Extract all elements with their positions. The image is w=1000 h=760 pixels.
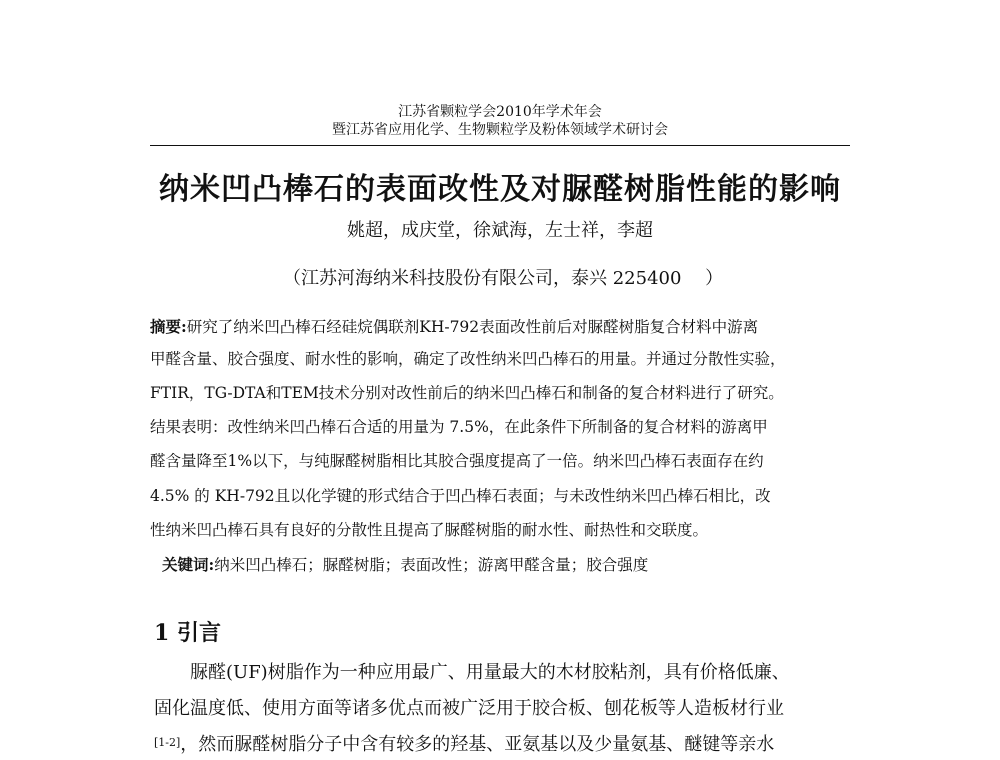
keywords-text: 纳米凹凸棒石；脲醛树脂；表面改性；游离甲醛含量；胶合强度 bbox=[214, 556, 649, 574]
body-line bbox=[154, 734, 774, 756]
citation-ref: [1-2] bbox=[154, 736, 181, 749]
header-rule bbox=[150, 145, 850, 146]
abstract-line: FTIR，TG-DTA和TEM技术分别对改性前后的纳米凹凸棒石和制备的复合材料进行了研究。 bbox=[150, 384, 784, 402]
abstract-line: 醛含量降至1%以下，与纯脲醛树脂相比其胶合强度提高了一倍。纳米凹凸棒石表面存在约 bbox=[150, 452, 764, 470]
authors: 姚超，成庆堂，徐斌海，左士祥，李超 bbox=[347, 220, 653, 241]
abstract-line: 性纳米凹凸棒石具有良好的分散性且提高了脲醛树脂的耐水性、耐热性和交联度。 bbox=[150, 521, 709, 539]
affiliation: （江苏河海纳米科技股份有限公司，泰兴 225400 ） bbox=[283, 268, 724, 289]
paper-title: 纳米凹凸棒石的表面改性及对脲醛树脂性能的影响 bbox=[159, 172, 841, 207]
abstract-label: 摘要: bbox=[150, 317, 187, 336]
conference-line-2: 暨江苏省应用化学、生物颗粒学及粉体领域学术研讨会 bbox=[332, 122, 668, 138]
conference-line-1: 江苏省颗粒学会2010年学术年会 bbox=[398, 104, 602, 120]
abstract-line: 4.5% 的 KH-792且以化学键的形式结合于凹凸棒石表面；与未改性纳米凹凸棒石相比，改 bbox=[150, 487, 771, 505]
abstract-line: 结果表明：改性纳米凹凸棒石合适的用量为 7.5%，在此条件下所制备的复合材料的游离甲 bbox=[150, 418, 768, 436]
body-line: 固化温度低、使用方面等诸多优点而被广泛用于胶合板、刨花板等人造板材行业 bbox=[154, 698, 784, 719]
keywords-label: 关键词: bbox=[162, 555, 215, 574]
body-line-text: ，然而脲醛树脂分子中含有较多的羟基、亚氨基以及少量氨基、醚键等亲水 bbox=[180, 734, 775, 755]
abstract-line: 甲醛含量、胶合强度、耐水性的影响，确定了改性纳米凹凸棒石的用量。并通过分散性实验， bbox=[150, 350, 786, 368]
abstract-line bbox=[150, 317, 758, 337]
section-heading: 1 引言 bbox=[154, 620, 221, 646]
keywords-line bbox=[162, 555, 648, 575]
abstract-text: 研究了纳米凹凸棒石经硅烷偶联剂KH-792表面改性前后对脲醛树脂复合材料中游离 bbox=[186, 318, 759, 336]
body-line: 脲醛(UF)树脂作为一种应用最广、用量最大的木材胶粘剂，具有价格低廉、 bbox=[190, 662, 790, 683]
